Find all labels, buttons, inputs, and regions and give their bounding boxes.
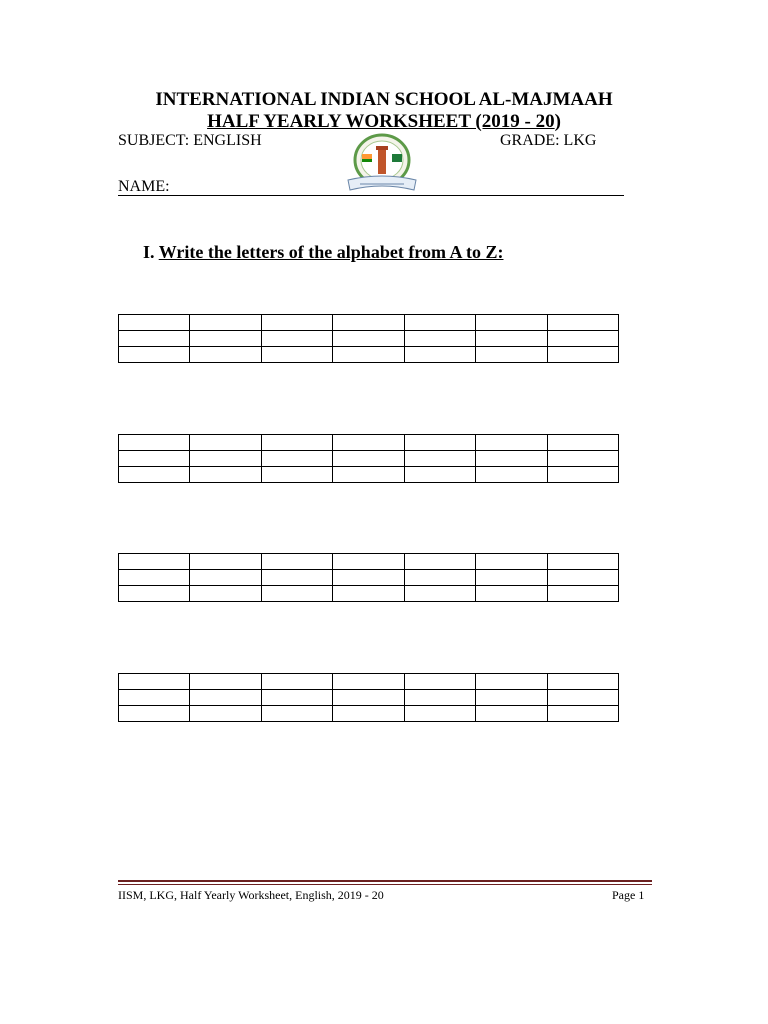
question-number: I. xyxy=(143,242,155,262)
grid-cell[interactable] xyxy=(261,347,332,363)
grid-cell[interactable] xyxy=(333,331,404,347)
subject-label: SUBJECT: ENGLISH xyxy=(118,132,262,149)
footer-text: IISM, LKG, Half Yearly Worksheet, English, 2019 - 20 xyxy=(118,888,384,902)
grid-cell[interactable] xyxy=(261,467,332,483)
grid-cell[interactable] xyxy=(404,674,475,690)
grid-cell[interactable] xyxy=(119,467,190,483)
grid-cell[interactable] xyxy=(333,467,404,483)
grid-cell[interactable] xyxy=(547,331,618,347)
grid-cell[interactable] xyxy=(404,690,475,706)
worksheet-title-text: HALF YEARLY WORKSHEET (2019 - 20 xyxy=(207,111,555,132)
grid-cell[interactable] xyxy=(476,586,547,602)
table-row xyxy=(119,674,619,690)
grid-cell[interactable] xyxy=(333,435,404,451)
table-row xyxy=(119,570,619,586)
grid-cell[interactable] xyxy=(333,347,404,363)
grid-cell[interactable] xyxy=(261,570,332,586)
grid-cell[interactable] xyxy=(547,586,618,602)
grid-cell[interactable] xyxy=(190,331,261,347)
table-row xyxy=(119,690,619,706)
table-row xyxy=(119,586,619,602)
grid-cell[interactable] xyxy=(261,554,332,570)
footer-rule-thick xyxy=(118,880,652,882)
grid-cell[interactable] xyxy=(476,674,547,690)
grid-cell[interactable] xyxy=(547,435,618,451)
grid-cell[interactable] xyxy=(333,706,404,722)
grid-cell[interactable] xyxy=(404,586,475,602)
footer-rule-thin xyxy=(118,884,652,885)
grid-cell[interactable] xyxy=(119,347,190,363)
grid-cell[interactable] xyxy=(404,435,475,451)
grid-cell[interactable] xyxy=(404,451,475,467)
grid-cell[interactable] xyxy=(333,674,404,690)
grid-cell[interactable] xyxy=(333,451,404,467)
grid-cell[interactable] xyxy=(190,570,261,586)
grid-cell[interactable] xyxy=(547,315,618,331)
grid-cell[interactable] xyxy=(404,315,475,331)
grid-cell[interactable] xyxy=(333,586,404,602)
grid-cell[interactable] xyxy=(261,451,332,467)
grid-cell[interactable] xyxy=(119,435,190,451)
worksheet-title-close: ) xyxy=(554,111,561,132)
grid-cell[interactable] xyxy=(119,690,190,706)
grid-cell[interactable] xyxy=(333,554,404,570)
grid-cell[interactable] xyxy=(476,347,547,363)
table-row xyxy=(119,706,619,722)
table-row xyxy=(119,435,619,451)
grid-cell[interactable] xyxy=(119,570,190,586)
grid-cell[interactable] xyxy=(476,690,547,706)
grid-cell[interactable] xyxy=(119,554,190,570)
table-row xyxy=(119,451,619,467)
grid-cell[interactable] xyxy=(261,690,332,706)
grid-cell[interactable] xyxy=(404,331,475,347)
grid-cell[interactable] xyxy=(404,467,475,483)
grid-cell[interactable] xyxy=(261,706,332,722)
grid-cell[interactable] xyxy=(261,435,332,451)
grid-cell[interactable] xyxy=(261,586,332,602)
grid-cell[interactable] xyxy=(119,331,190,347)
writing-grid-1 xyxy=(118,314,619,363)
grid-cell[interactable] xyxy=(119,315,190,331)
writing-grid-3 xyxy=(118,553,619,602)
grid-cell[interactable] xyxy=(190,690,261,706)
grid-cell[interactable] xyxy=(476,435,547,451)
grid-cell[interactable] xyxy=(476,467,547,483)
table-row xyxy=(119,467,619,483)
grade-label: GRADE: LKG xyxy=(500,132,597,149)
grid-cell[interactable] xyxy=(190,435,261,451)
table-row xyxy=(119,554,619,570)
grid-cell[interactable] xyxy=(261,315,332,331)
grid-cell[interactable] xyxy=(404,706,475,722)
table-row xyxy=(119,315,619,331)
question-text: Write the letters of the alphabet from A to Z: xyxy=(158,242,504,262)
grid-cell[interactable] xyxy=(547,347,618,363)
grid-cell[interactable] xyxy=(119,451,190,467)
grid-cell[interactable] xyxy=(547,570,618,586)
grid-cell[interactable] xyxy=(333,690,404,706)
grid-cell[interactable] xyxy=(476,554,547,570)
school-logo xyxy=(344,132,420,198)
writing-grid-4 xyxy=(118,673,619,722)
grid-cell[interactable] xyxy=(476,451,547,467)
table-row xyxy=(119,331,619,347)
grid-cell[interactable] xyxy=(333,570,404,586)
grid-cell[interactable] xyxy=(119,586,190,602)
grid-cell[interactable] xyxy=(547,706,618,722)
grid-cell[interactable] xyxy=(190,706,261,722)
grid-cell[interactable] xyxy=(547,467,618,483)
grid-cell[interactable] xyxy=(476,315,547,331)
writing-grid-2 xyxy=(118,434,619,483)
grid-cell[interactable] xyxy=(547,690,618,706)
grid-cell[interactable] xyxy=(404,347,475,363)
grid-cell[interactable] xyxy=(190,451,261,467)
grid-cell[interactable] xyxy=(119,706,190,722)
grid-cell[interactable] xyxy=(476,706,547,722)
grid-cell[interactable] xyxy=(190,315,261,331)
grid-cell[interactable] xyxy=(190,674,261,690)
name-line xyxy=(118,195,624,196)
grid-cell[interactable] xyxy=(261,331,332,347)
grid-cell[interactable] xyxy=(404,570,475,586)
grid-cell[interactable] xyxy=(261,674,332,690)
grid-cell[interactable] xyxy=(547,451,618,467)
table-row xyxy=(119,347,619,363)
name-label: NAME: xyxy=(118,178,170,195)
grid-cell[interactable] xyxy=(190,467,261,483)
page-number: Page 1 xyxy=(612,888,645,902)
grid-cell[interactable] xyxy=(190,586,261,602)
school-name: INTERNATIONAL INDIAN SCHOOL AL-MAJMAAH xyxy=(155,89,613,110)
grid-cell[interactable] xyxy=(190,554,261,570)
grid-cell[interactable] xyxy=(404,554,475,570)
grid-cell[interactable] xyxy=(333,315,404,331)
grid-cell[interactable] xyxy=(476,570,547,586)
grid-cell[interactable] xyxy=(190,347,261,363)
grid-cell[interactable] xyxy=(547,674,618,690)
grid-cell[interactable] xyxy=(476,331,547,347)
grid-cell[interactable] xyxy=(547,554,618,570)
worksheet-title xyxy=(0,111,768,133)
question-1 xyxy=(143,242,503,263)
grid-cell[interactable] xyxy=(119,674,190,690)
